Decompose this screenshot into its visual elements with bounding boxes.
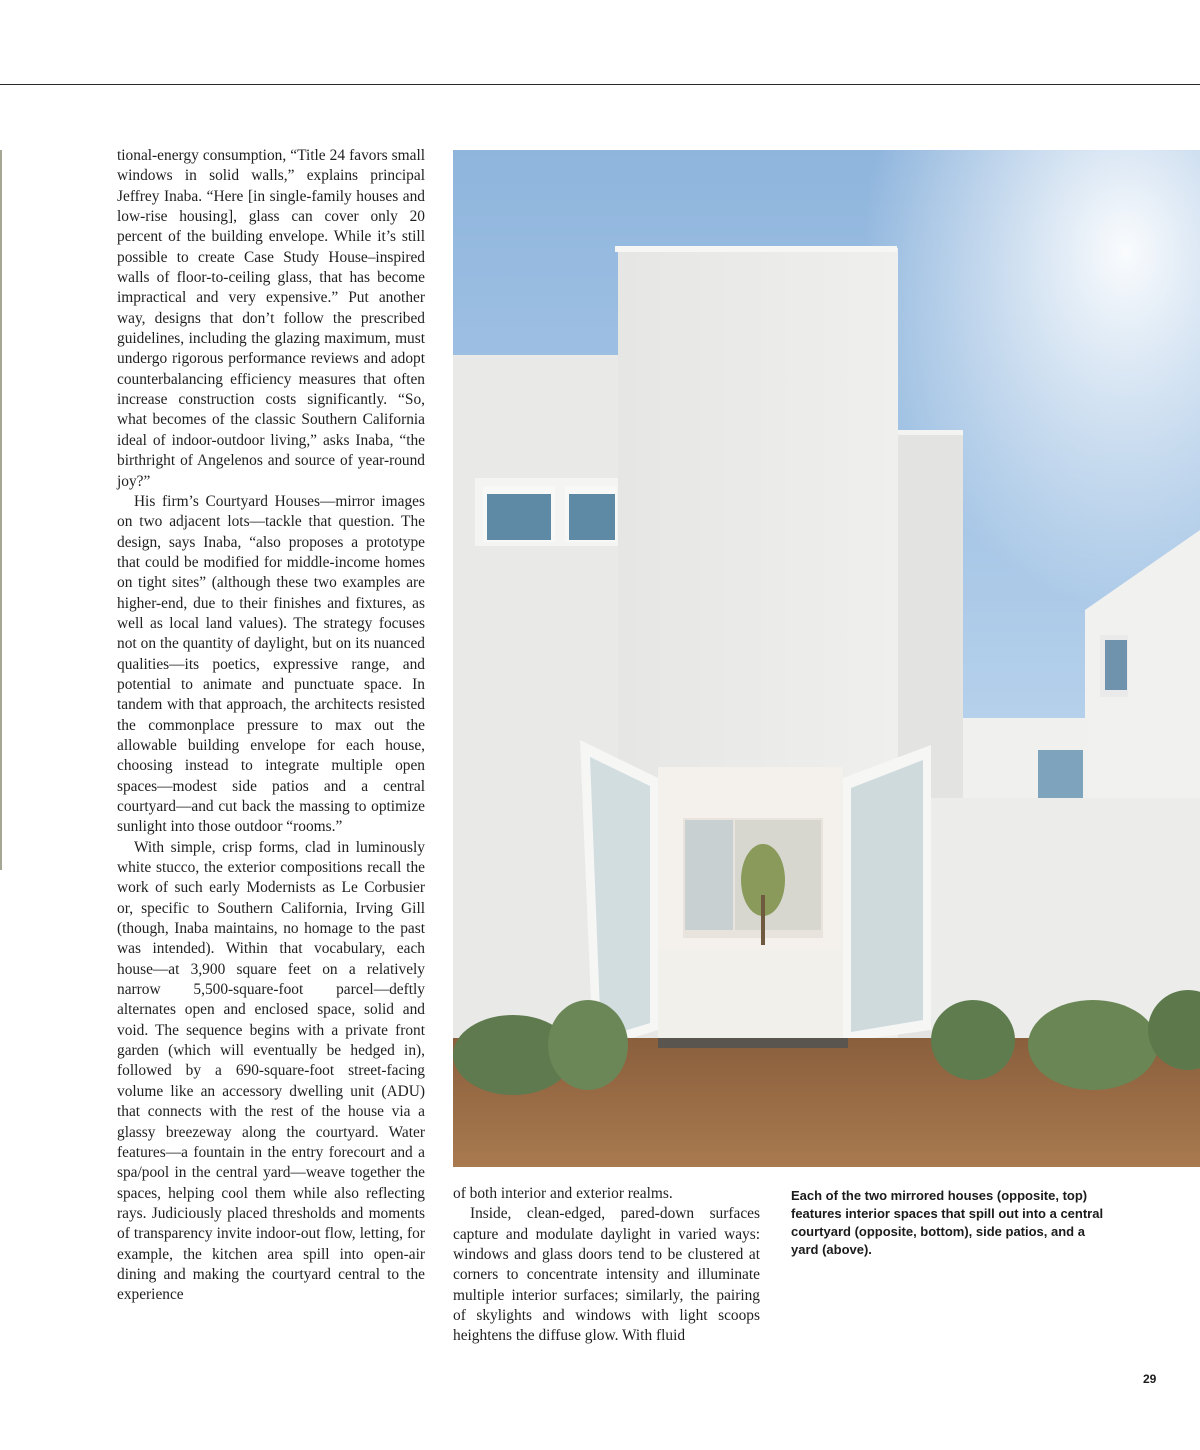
page-number: 29 [1143, 1372, 1157, 1386]
paragraph: tional-energy consumption, “Title 24 favors small windows in solid walls,” explains principal Jeffrey Inaba. “Here [in single-family houses and low-rise housing], glass can cover only 20 percent of the building envelope. While it’s still possible to create Case Study House–inspired walls of floor-to-ceiling glass, that has become impractical and very expensive.” Put another way, designs that don’t follow the prescribed guidelines, including the glazing maximum, must undergo rigorous performance reviews and adopt counterbalancing efficiency measures that often increase construction costs significantly. “So, what becomes of the classic Southern California ideal of indoor-outdoor living,” asks Inaba, “the birthright of Angelenos and source of year-round joy?” [117, 147, 425, 490]
header-rule [0, 84, 1200, 85]
paragraph: Inside, clean-edged, pared-down surfaces capture and modulate daylight in varied ways: windows and glass doors tend to be clustered at corners to concentrate intensity and illuminate multiple interior surfaces; similarly, the pairing of skylights and windows with light scoops heightens the diffuse glow. With fluid [453, 1205, 760, 1345]
facing-page-edge [0, 150, 2, 870]
paragraph: His firm’s Courtyard Houses—mirror images on two adjacent lots—tackle that question. The design, says Inaba, “also proposes a prototype that could be modified for middle-income homes on tight sites” (although these two examples are higher-end, due to their finishes and fixtures, as well as local land values). The strategy focuses not on the quantity of daylight, but on its nuanced qualities—its poetics, expressive range, and potential to animate and punctuate space. In tandem with that approach, the architects resisted the commonplace pressure to max out the allowable building envelope for each house, choosing instead to integrate multiple open spaces—modest side patios and a central courtyard—and cut back the massing to optimize sunlight into those outdoor “rooms.” [117, 492, 425, 836]
paragraph: With simple, crisp forms, clad in luminously white stucco, the exterior compositions recall the work of such early Modernists as Le Corbusier or, specific to Southern California, Irving Gill (though, Inaba maintains, no homage to the past was intended). Within that vocabulary, each house—at 3,900 square feet on a relatively narrow 5,500-square-foot parcel—deftly alternates open and enclosed space, solid and void. The sequence begins with a private front garden (which will eventually be hedged in), followed by a 690-square-foot street-facing volume like an accessory dwelling unit (ADU) that connects with the rest of the house via a glassy breezeway along the courtyard. Water features—a fountain in the entry forecourt and a spa/pool in the central yard—weave together the spaces, helping cool them while also reflecting rays. Judiciously placed thresholds and moments of transparency invite indoor-out flow, letting, for example, the kitchen area spill into open-air dining and making the courtyard central to the experience [117, 838, 425, 1304]
courtyard-house-photo [453, 150, 1200, 1167]
body-text-column-2 [453, 1184, 760, 1347]
body-text-column-1 [117, 146, 425, 1306]
photo-caption: Each of the two mirrored houses (opposite, top) features interior spaces that spill out into a central courtyard (opposite, bottom), side patios, and a yard (above). [791, 1188, 1104, 1257]
paragraph: of both interior and exterior realms. [453, 1185, 673, 1202]
